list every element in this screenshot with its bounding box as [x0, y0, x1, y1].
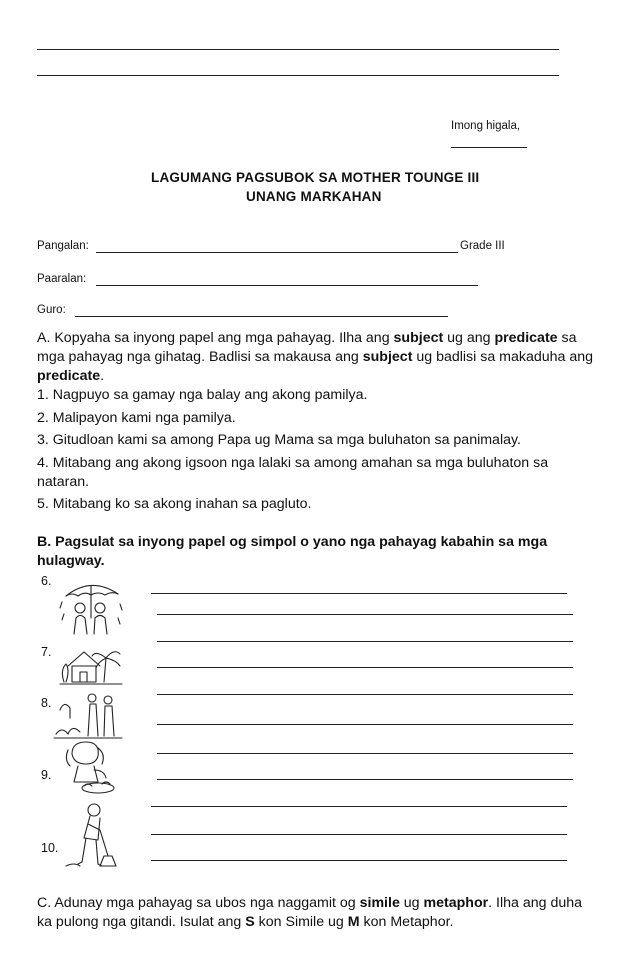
name-label: Pangalan: [37, 240, 89, 252]
item-number-9: 9. [41, 768, 52, 782]
section-a-item-5: 5. Mitabang ko sa akong inahan sa pagluto. [37, 496, 312, 512]
section-a-item-3: 3. Gitudloan kami sa among Papa ug Mama sa mga buluhaton sa panimalay. [37, 432, 521, 448]
answer-line[interactable] [151, 806, 567, 807]
answer-line[interactable] [157, 779, 573, 780]
teacher-field[interactable] [75, 316, 448, 317]
page-title: LAGUMANG PAGSUBOK SA MOTHER TOUNGE III [151, 170, 480, 185]
answer-line[interactable] [157, 667, 573, 668]
answer-line[interactable] [157, 753, 573, 754]
answer-line[interactable] [157, 694, 573, 695]
school-label: Paaralan: [37, 273, 87, 285]
girl-bathing-icon [58, 740, 120, 796]
header-line-1 [37, 49, 559, 50]
house-trees-icon [58, 640, 124, 688]
section-a-item-1: 1. Nagpuyo sa gamay nga balay ang akong pamilya. [37, 387, 368, 403]
school-field[interactable] [96, 285, 478, 286]
answer-line[interactable] [151, 593, 567, 594]
grade-label: Grade III [460, 240, 505, 252]
teacher-label: Guro: [37, 304, 66, 316]
boy-sweeping-icon [60, 800, 126, 872]
item-number-6: 6. [41, 574, 52, 588]
answer-line[interactable] [151, 860, 567, 861]
section-b-instruction: B. Pagsulat sa inyong papel og simpol o yano nga pahayag kabahin sa mga hulagway. [37, 534, 548, 569]
page-subtitle: UNANG MARKAHAN [246, 189, 382, 204]
section-a-item-4: 4. Mitabang ang akong igsoon nga lalaki sa among amahan sa mga buluhaton sa [37, 455, 549, 471]
section-a-item-4-cont: nataran. [37, 474, 90, 490]
section-c-instruction: C. Adunay mga pahayag sa ubos nga naggamit og simile ug metaphor. Ilha ang duha ka pulong nga gitandi. Isulat ang S kon Simile ug M kon Metaphor. [37, 895, 583, 930]
answer-line[interactable] [157, 724, 573, 725]
item-number-8: 8. [41, 696, 52, 710]
answer-line[interactable] [157, 614, 573, 615]
umbrella-children-icon [58, 578, 124, 638]
signature-line [451, 147, 527, 148]
header-line-2 [37, 75, 559, 76]
item-number-10: 10. [41, 841, 59, 855]
answer-line[interactable] [157, 641, 573, 642]
name-field[interactable] [96, 252, 458, 253]
greeting-text: Imong higala, [451, 120, 521, 132]
section-a-instruction: A. Kopyaha sa inyong papel ang mga pahayag. Ilha ang subject ug ang predicate sa mga pahayag nga gihatag. Badlisi sa makausa ang subject ug badlisi sa makaduha ang predicate. [37, 330, 594, 384]
item-number-7: 7. [41, 645, 52, 659]
people-walking-icon [52, 688, 124, 740]
section-a-item-2: 2. Malipayon kami nga pamilya. [37, 410, 236, 426]
answer-line[interactable] [151, 834, 567, 835]
